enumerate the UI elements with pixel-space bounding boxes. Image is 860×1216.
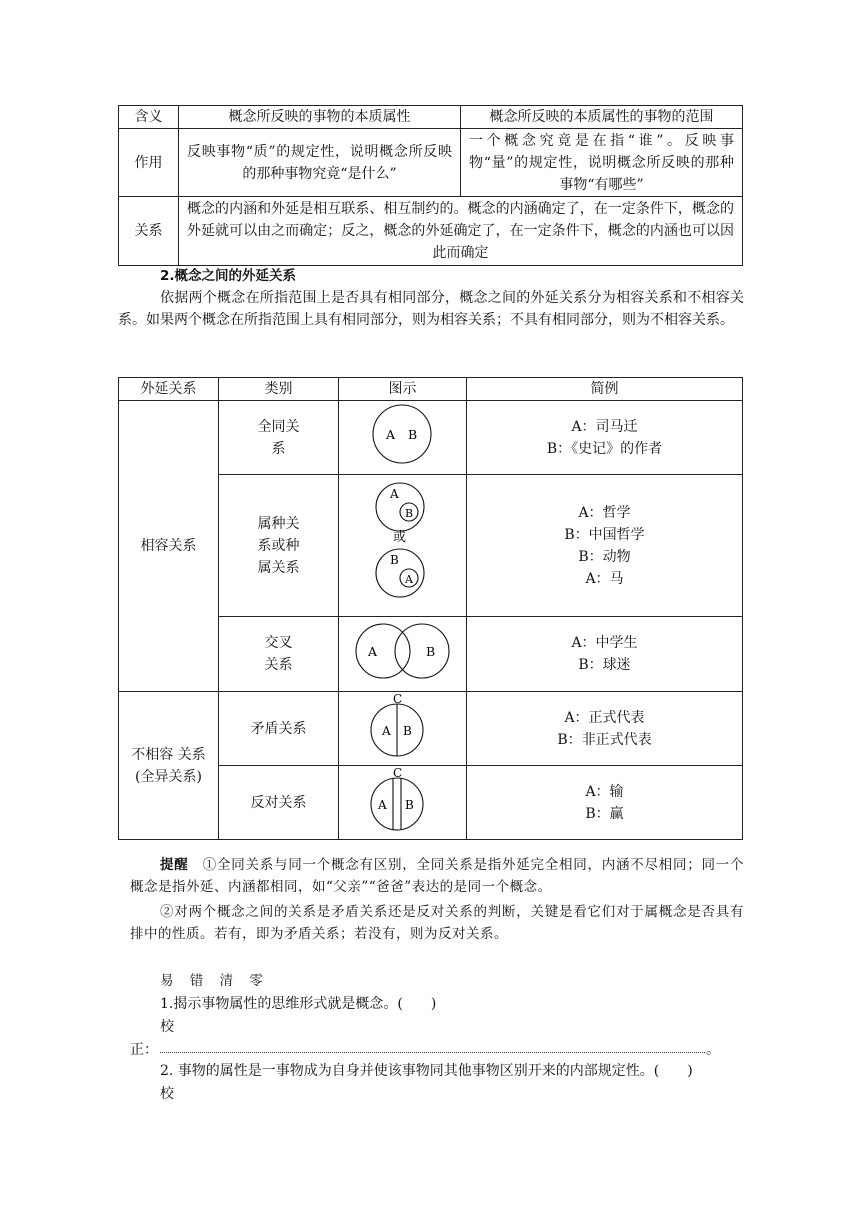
label-a: A — [368, 644, 378, 659]
relation-table — [118, 377, 743, 840]
cell: 概念所反映的事物的本质属性 — [179, 106, 461, 129]
diagram-cell — [339, 401, 467, 475]
cell: 概念所反映的本质属性的事物的范围 — [461, 106, 743, 129]
reminder-text-1: ①全同关系与同一个概念有区别，全同关系是指外延完全相同，内涵不尽相同；同一个概念是指外延、内涵都相同，如“父亲”“爸爸”表达的是同一个概念。 — [130, 857, 744, 895]
group-label-text: 不相容 关系(全异关系) — [131, 746, 206, 785]
row-head: 关系 — [119, 197, 179, 266]
label-b: B — [405, 798, 414, 812]
label-b: B — [405, 507, 414, 520]
example-cell — [467, 766, 743, 840]
table-row — [119, 197, 743, 266]
column-header: 图示 — [339, 378, 467, 401]
example-text: A：司马迁 B：《史记》的作者 — [546, 418, 663, 457]
example-text: A：哲学 B：中国哲学 B：动物 A：马 — [564, 504, 645, 587]
type-label: 交叉关系 — [264, 635, 293, 673]
answer-line[interactable] — [160, 1052, 705, 1053]
reminder-label: 提醒 — [160, 857, 189, 873]
section-title: 2.概念之间的外延关系 — [160, 268, 297, 284]
type-cell — [219, 475, 339, 617]
type-label: 全同关系 — [257, 418, 300, 457]
label-a: A — [386, 427, 396, 442]
question-1: 1.揭示事物属性的思维形式就是概念。( ) — [160, 996, 437, 1012]
errors-title: 易 错 清 零 — [160, 973, 269, 989]
intersection-diagram — [339, 617, 466, 684]
answer-period: 。 — [706, 1042, 720, 1058]
type-label: 属种关系或种属关系 — [257, 515, 300, 576]
group-label: 相容关系 — [119, 401, 219, 692]
label-b: B — [408, 427, 418, 442]
example-text: A：中学生 B：球迷 — [571, 635, 638, 673]
contrariety-diagram — [339, 766, 466, 832]
column-header: 简例 — [467, 378, 743, 401]
or-label: 或 — [393, 530, 407, 545]
label-c: C — [393, 692, 403, 706]
group-label — [119, 692, 219, 840]
cell: 概念的内涵和外延是相互联系、相互制约的。概念的内涵确定了，在一定条件下，概念的外延就可以由之而确定；反之，概念的外延确定了，在一定条件下，概念的内涵也可以因此而确定 — [179, 197, 743, 266]
example-cell — [467, 401, 743, 475]
table-row — [119, 129, 743, 197]
cell: 一个概念究竟是在指“谁”。反映事物“量”的规定性，说明概念所反映的那种事物“有哪些” — [461, 129, 743, 197]
correction-label-1b: 正： — [130, 1042, 158, 1058]
diagram-cell — [339, 475, 467, 617]
example-text: A：输 B：赢 — [585, 783, 624, 822]
contradiction-diagram — [339, 692, 466, 758]
label-b: B — [390, 553, 399, 567]
example-cell — [467, 475, 743, 617]
type-cell — [219, 617, 339, 692]
label-b: B — [403, 724, 412, 738]
section-paragraph: 依据两个概念在所指范围上是否具有相同部分，概念之间的外延关系分为相容关系和不相容关系。如果两个概念在所指范围上具有相同部分，则为相容关系；不具有相同部分，则为不相容关系。 — [118, 290, 744, 328]
identity-diagram — [339, 401, 466, 467]
correction-label-2: 校 — [160, 1086, 174, 1102]
label-a: A — [405, 573, 413, 586]
table-header-row — [119, 378, 743, 401]
reminder-paragraph-1 — [130, 854, 744, 898]
type-cell: 反对关系 — [219, 766, 339, 840]
diagram-cell — [339, 766, 467, 840]
type-cell — [219, 401, 339, 475]
diagram-cell — [339, 692, 467, 766]
column-header: 类别 — [219, 378, 339, 401]
table-row — [119, 106, 743, 129]
column-header: 外延关系 — [119, 378, 219, 401]
table-row — [119, 692, 743, 766]
label-a: A — [390, 487, 399, 501]
cell: 反映事物“质”的规定性，说明概念所反映的那种事物究竟“是什么” — [179, 129, 461, 197]
example-cell — [467, 692, 743, 766]
correction-label-1: 校 — [160, 1019, 174, 1035]
row-head: 作用 — [119, 129, 179, 197]
row-head: 含义 — [119, 106, 179, 129]
concept-table — [118, 105, 743, 266]
example-cell — [467, 617, 743, 692]
diagram-cell — [339, 617, 467, 692]
label-a: A — [382, 724, 391, 738]
label-b: B — [426, 644, 436, 659]
type-cell: 矛盾关系 — [219, 692, 339, 766]
example-text: A：正式代表 B：非正式代表 — [557, 709, 652, 748]
label-a: A — [378, 798, 387, 812]
reminder-paragraph-2: ②对两个概念之间的关系是矛盾关系还是反对关系的判断，关键是看它们对于属概念是否具有排中的性质。若有，即为矛盾关系；若没有，则为反对关系。 — [130, 904, 744, 942]
question-2: 2. 事物的属性是一事物成为自身并使该事物同其他事物区别开来的内部规定性。( ) — [160, 1063, 693, 1079]
subordination-diagram — [339, 475, 466, 609]
table-row — [119, 401, 743, 475]
label-c: C — [393, 766, 403, 780]
